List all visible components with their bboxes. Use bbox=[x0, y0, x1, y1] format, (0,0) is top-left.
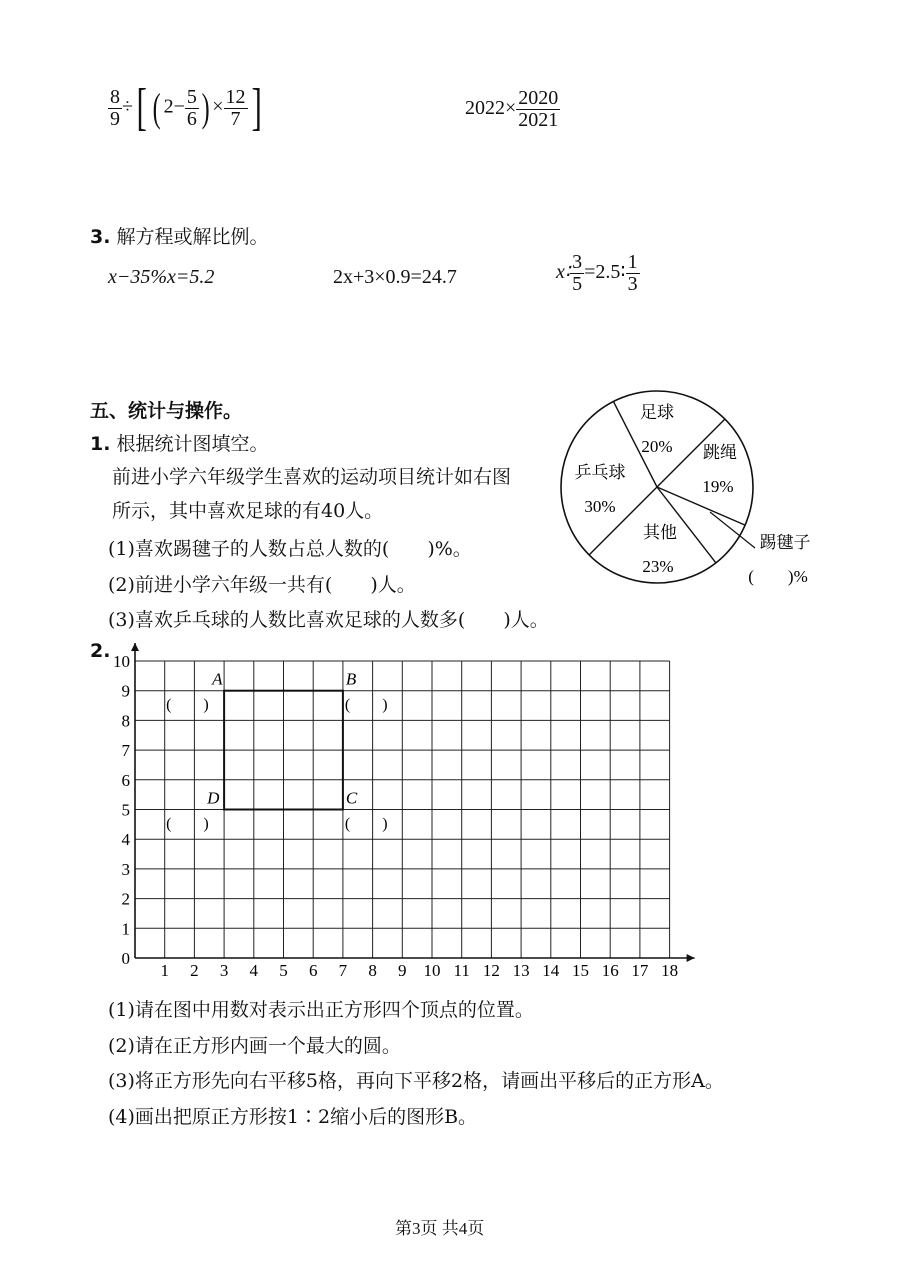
pie-chart bbox=[550, 390, 850, 600]
q1-description-line1: 前进小学六年级学生喜欢的运动项目统计如右图 bbox=[112, 466, 512, 488]
section-5-title: 五、统计与操作。 bbox=[90, 400, 243, 422]
y-tick-label: 5 bbox=[121, 800, 130, 820]
y-tick-label: 4 bbox=[121, 830, 130, 850]
y-axis-arrow bbox=[131, 643, 139, 651]
x-tick-label: 17 bbox=[631, 961, 649, 980]
q1-description-line2: 所示，其中喜欢足球的有40人。 bbox=[112, 500, 384, 522]
fraction-5-6: $\frac{5}{6}$ bbox=[186, 85, 197, 130]
x-tick-label: 6 bbox=[308, 961, 318, 980]
vertex-label-C: C bbox=[345, 788, 358, 808]
pie-slice-label-0: 足球 bbox=[640, 403, 674, 423]
y-tick-label: 1 bbox=[121, 919, 130, 939]
q2-sub3: (3)将正方形先向右平移5格，再向下平移2格，请画出平移后的正方形A。 bbox=[108, 1070, 724, 1092]
x-tick-label: 11 bbox=[453, 961, 470, 980]
q1-title: 1. 根据统计图填空。 bbox=[90, 433, 269, 455]
fraction-8-9: $\frac{8}{9}$ bbox=[110, 85, 120, 130]
coordinate-grid bbox=[100, 640, 710, 985]
y-tick-label: 0 bbox=[121, 949, 130, 968]
vertex-blank-B[interactable]: ( ) bbox=[344, 696, 388, 714]
vertex-label-A: A bbox=[212, 669, 223, 689]
pie-slice-label-3: 其他 bbox=[643, 523, 677, 543]
fraction-2020-2021: $\frac{2020}{2021}$ bbox=[518, 87, 559, 131]
pie-slice-label-2: 踢毽子 bbox=[759, 533, 811, 553]
x-tick-label: 15 bbox=[572, 961, 589, 980]
x-tick-label: 1 bbox=[160, 961, 169, 980]
y-tick-label: 6 bbox=[121, 770, 130, 790]
x-tick-label: 12 bbox=[482, 961, 500, 980]
fraction-12-7: $\frac{12}{7}$ bbox=[225, 85, 246, 130]
x-tick-label: 14 bbox=[542, 961, 560, 980]
x-tick-label: 16 bbox=[601, 961, 619, 980]
y-tick-label: 7 bbox=[121, 741, 130, 761]
q2-sub2: (2)请在正方形内画一个最大的圆。 bbox=[108, 1035, 401, 1057]
equation-2: 2x+3×0.9=24.7 bbox=[333, 266, 457, 288]
y-tick-label: 2 bbox=[121, 889, 130, 909]
q2-number: 2. bbox=[90, 640, 111, 662]
pie-chart-body bbox=[561, 391, 811, 586]
q1-sub3: (3)喜欢乒乓球的人数比喜欢足球的人数多( )人。 bbox=[108, 609, 549, 631]
fraction-1-3: $\frac{1}{3}$ bbox=[627, 251, 638, 295]
q1-sub2: (2)前进小学六年级一共有( )人。 bbox=[108, 574, 416, 596]
vertex-label-B: B bbox=[345, 669, 357, 689]
pie-slice-pct-4: 30% bbox=[584, 497, 616, 516]
vertex-label-D: D bbox=[207, 788, 220, 808]
x-axis-arrow bbox=[687, 954, 695, 962]
q2-sub4: (4)画出把原正方形按1∶2缩小后的图形B。 bbox=[108, 1106, 478, 1128]
pie-slice-pct-1: 19% bbox=[702, 477, 734, 496]
q1-sub1: (1)喜欢踢毽子的人数占总人数的( )%。 bbox=[108, 538, 472, 560]
section-3-title: 3. 解方程或解比例。 bbox=[90, 226, 269, 248]
page-footer: 第3页 共4页 bbox=[395, 1219, 485, 1238]
x-tick-label: 8 bbox=[368, 961, 377, 980]
vertex-blank-D[interactable]: ( ) bbox=[166, 815, 209, 833]
y-tick-label: 9 bbox=[121, 681, 130, 701]
x-tick-label: 2 bbox=[190, 961, 199, 980]
y-tick-label: 10 bbox=[113, 652, 130, 671]
vertex-blank-C[interactable]: ( ) bbox=[344, 815, 388, 833]
pie-slice-label-1: 跳绳 bbox=[703, 443, 737, 463]
fraction-3-5: $\frac{3}{5}$ bbox=[572, 251, 583, 295]
expr-2022-times-fraction: 2022× $\frac{2020}{2021}$ bbox=[465, 87, 559, 131]
y-tick-label: 3 bbox=[121, 859, 130, 879]
grid-body bbox=[113, 643, 695, 980]
x-tick-label: 9 bbox=[398, 961, 407, 980]
x-tick-label: 7 bbox=[338, 961, 348, 980]
x-tick-label: 4 bbox=[249, 961, 259, 980]
x-tick-label: 3 bbox=[219, 961, 229, 980]
pie-slice-pct-0: 20% bbox=[641, 437, 673, 456]
expr-fraction-division: $\frac{8}{9}$ ÷[ ( 2− $\frac{5}{6}$ ) × $\frac{12}{7}$ ] bbox=[110, 79, 262, 136]
x-tick-label: 5 bbox=[279, 961, 288, 980]
vertex-blank-A[interactable]: ( ) bbox=[166, 696, 209, 714]
x-tick-label: 18 bbox=[661, 961, 679, 980]
q2-sub1: (1)请在图中用数对表示出正方形四个顶点的位置。 bbox=[108, 999, 534, 1021]
equation-1: x−35%x=5.2 bbox=[108, 266, 215, 288]
pie-slice-pct-2: ( )% bbox=[748, 567, 808, 586]
equation-3-proportion: x∶ $\frac{3}{5}$ =2.5∶ $\frac{1}{3}$ bbox=[556, 251, 638, 295]
pie-slice-label-4: 乒乓球 bbox=[574, 463, 626, 483]
y-tick-label: 8 bbox=[121, 711, 130, 731]
x-tick-label: 10 bbox=[423, 961, 441, 980]
x-tick-label: 13 bbox=[512, 961, 530, 980]
pie-slice-pct-3: 23% bbox=[642, 557, 674, 576]
